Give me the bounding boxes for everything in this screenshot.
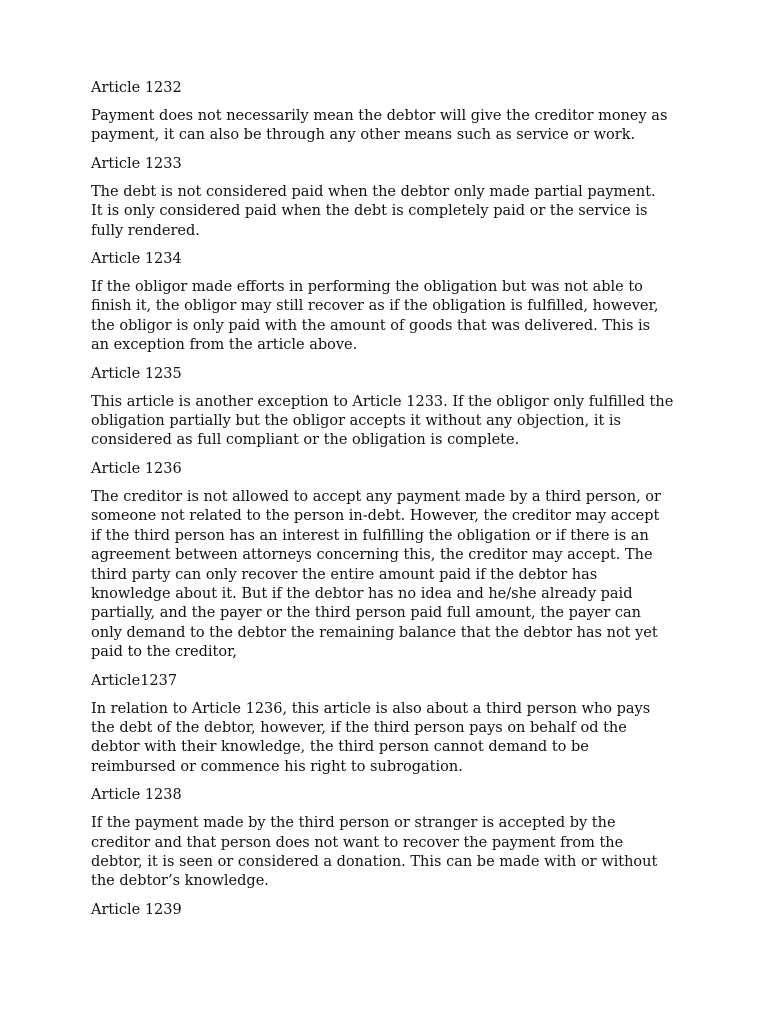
body-line: payment, it can also be through any other means such as service or work. — [91, 127, 636, 144]
section-article-1234 — [91, 250, 687, 356]
body-line: fully rendered. — [91, 222, 200, 239]
body-line: knowledge about it. But if the debtor has no idea and he/she already paid — [91, 585, 633, 602]
body-line: the debt of the debtor, however, if the third person pays on behalf od the — [91, 719, 627, 736]
body-line: someone not related to the person in-debt. However, the creditor may accept — [91, 508, 660, 525]
article-body — [91, 107, 687, 146]
body-line: obligation partially but the obligor accepts it without any objection, it is — [91, 413, 621, 430]
body-line: This article is another exception to Article 1233. If the obligor only fulfilled the — [91, 393, 674, 410]
body-line: The debt is not considered paid when the debtor only made partial payment. — [91, 183, 656, 200]
body-line: The creditor is not allowed to accept any payment made by a third person, or — [91, 488, 661, 505]
article-heading: Article 1234 — [91, 251, 182, 268]
section-article-1238 — [91, 786, 687, 892]
body-line: agreement between attorneys concerning this, the creditor may accept. The — [91, 547, 653, 564]
article-heading: Article 1235 — [91, 365, 182, 382]
article-heading: Article1237 — [91, 672, 178, 689]
article-heading: Article 1233 — [91, 155, 182, 172]
article-heading: Article 1236 — [91, 460, 182, 477]
body-line: if the third person has an interest in fulfilling the obligation or if there is an — [91, 527, 649, 544]
body-line: If the payment made by the third person or stranger is accepted by the — [91, 815, 616, 832]
body-line: third party can only recover the entire amount paid if the debtor has — [91, 566, 598, 583]
article-body — [91, 393, 687, 451]
article-body — [91, 488, 687, 663]
section-article-1235 — [91, 365, 687, 451]
body-line: the obligor is only paid with the amount of goods that was delivered. This is — [91, 317, 651, 334]
section-article-1236 — [91, 460, 687, 663]
body-line: It is only considered paid when the debt is completely paid or the service is — [91, 203, 648, 220]
body-line: finish it, the obligor may still recover as if the obligation is fulfilled, however, — [91, 298, 659, 315]
body-line: partially, and the payer or the third person paid full amount, the payer can — [91, 605, 641, 622]
body-line: the debtor’s knowledge. — [91, 873, 269, 890]
body-line: debtor, it is seen or considered a donation. This can be made with or without — [91, 853, 658, 870]
document-page — [91, 79, 687, 929]
article-body — [91, 183, 687, 241]
article-heading: Article 1238 — [91, 787, 182, 804]
section-article-1232 — [91, 79, 687, 146]
article-body — [91, 278, 687, 356]
body-line: reimbursed or commence his right to subrogation. — [91, 758, 463, 775]
body-line: Payment does not necessarily mean the debtor will give the creditor money as — [91, 108, 668, 124]
body-line: paid to the creditor, — [91, 644, 238, 661]
section-article-1237 — [91, 672, 687, 778]
body-line: If the obligor made efforts in performing the obligation but was not able to — [91, 279, 643, 296]
article-heading: Article 1232 — [91, 80, 182, 96]
article-body — [91, 700, 687, 778]
body-line: an exception from the article above. — [91, 337, 358, 354]
body-line: debtor with their knowledge, the third person cannot demand to be — [91, 739, 589, 756]
body-line: In relation to Article 1236, this article is also about a third person who pays — [91, 700, 651, 717]
section-article-1233 — [91, 155, 687, 241]
article-heading: Article 1239 — [91, 901, 182, 918]
section-article-1239 — [91, 901, 687, 920]
body-line: considered as full compliant or the obligation is complete. — [91, 432, 520, 449]
article-body — [91, 814, 687, 892]
body-line: creditor and that person does not want to recover the payment from the — [91, 834, 624, 851]
body-line: only demand to the debtor the remaining balance that the debtor has not yet — [91, 624, 658, 641]
